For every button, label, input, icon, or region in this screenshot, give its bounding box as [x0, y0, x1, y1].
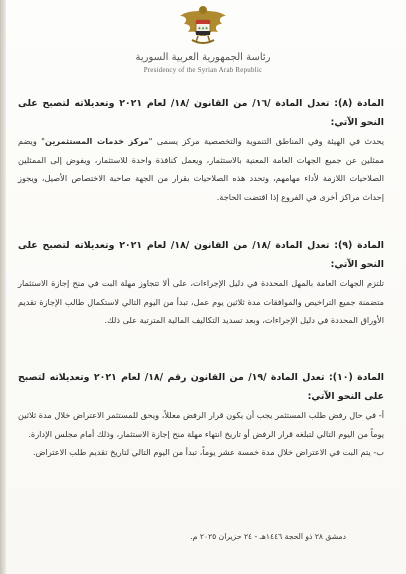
svg-text:★★★: ★★★ — [197, 25, 209, 31]
article-10-heading: المادة (١٠): تعدل المادة /١٩/ من القانون رقم /١٨/ لعام ٢٠٢١ وتعديلاته لتصبح على النحو الآتي: — [18, 372, 385, 402]
article-8 — [18, 94, 384, 206]
page-binding-edge — [0, 0, 6, 574]
article-10-item-a: أ- في حال رفض طلب المستثمر يجب أن يكون قرار الرفض معللاً، ويحق للمستثمر الاعتراض خلال مدة ثلاثين يوماً من اليوم التالي لتبلغه قرار الرفض أو تاريخ انتهاء مهلة منح إجازة الاستثمار، وذلك أمام مجلس الإدارة. — [18, 410, 384, 439]
article-8-body-end: " ويضم ممثلين عن جميع الجهات العامة المعنية بالاستثمار، ويعمل كنافذة واحدة للاستثمار، ويفوض إلى الممثلين الصلاحيات اللازمة لأداء مهامهم، وتحدد هذه الصلاحيات بقرار من الجهة صاحبة الاختصاص الأصيل، ويجوز إحداث مراكز أخرى في الفروع إذا اقتضت الحاجة. — [18, 136, 384, 202]
presidency-title-arabic: رئاسة الجمهورية العربية السورية — [135, 52, 271, 63]
article-9-body: تلتزم الجهات العامة بالمهل المحددة في دليل الإجراءات، على ألا تتجاوز مهلة البت في منح إجازة الاستثمار متضمنة جميع التراخيص والموافقات مدة ثلاثين يوم عمل، تبدأ من اليوم التالي لاستكمال طالب الإجازة تقديم الأوراق المحددة في دليل الإجراءات، وبعد تسديد التكاليف المالية المترتبة على ذلك. — [18, 278, 384, 325]
investor-services-center-name: مركز خدمات المستثمرين — [44, 136, 149, 146]
article-9-heading: المادة (٩): تعدل المادة /١٨/ من القانون /١٨/ لعام ٢٠٢١ وتعديلاته لتصبح على النحو الآتي: — [18, 240, 385, 270]
article-9 — [18, 236, 384, 330]
article-8-body — [18, 132, 384, 206]
article-10 — [18, 368, 384, 462]
presidency-title-english: Presidency of the Syrian Arab Republic — [143, 66, 263, 74]
date-line: دمشق ٢٨ ذو الحجة ١٤٤٦هـ - ٢٤ حزيران ٢٠٢٥ م. — [190, 532, 346, 541]
article-8-heading: المادة (٨): تعدل المادة /١٦/ من القانون /١٨/ لعام ٢٠٢١ وتعديلاته لتصبح على النحو الآتي: — [18, 98, 385, 128]
syrian-eagle-emblem — [174, 2, 232, 52]
article-8-body-start: يحدث في الهيئة وفي المناطق التنموية والتخصصية مركز يسمى " — [148, 136, 385, 146]
article-10-item-b: ب- يتم البت في الاعتراض خلال مدة خمسة عشر يوماً، تبدأ من اليوم التالي لتاريخ تقديم طلب الاعتراض. — [32, 447, 384, 457]
